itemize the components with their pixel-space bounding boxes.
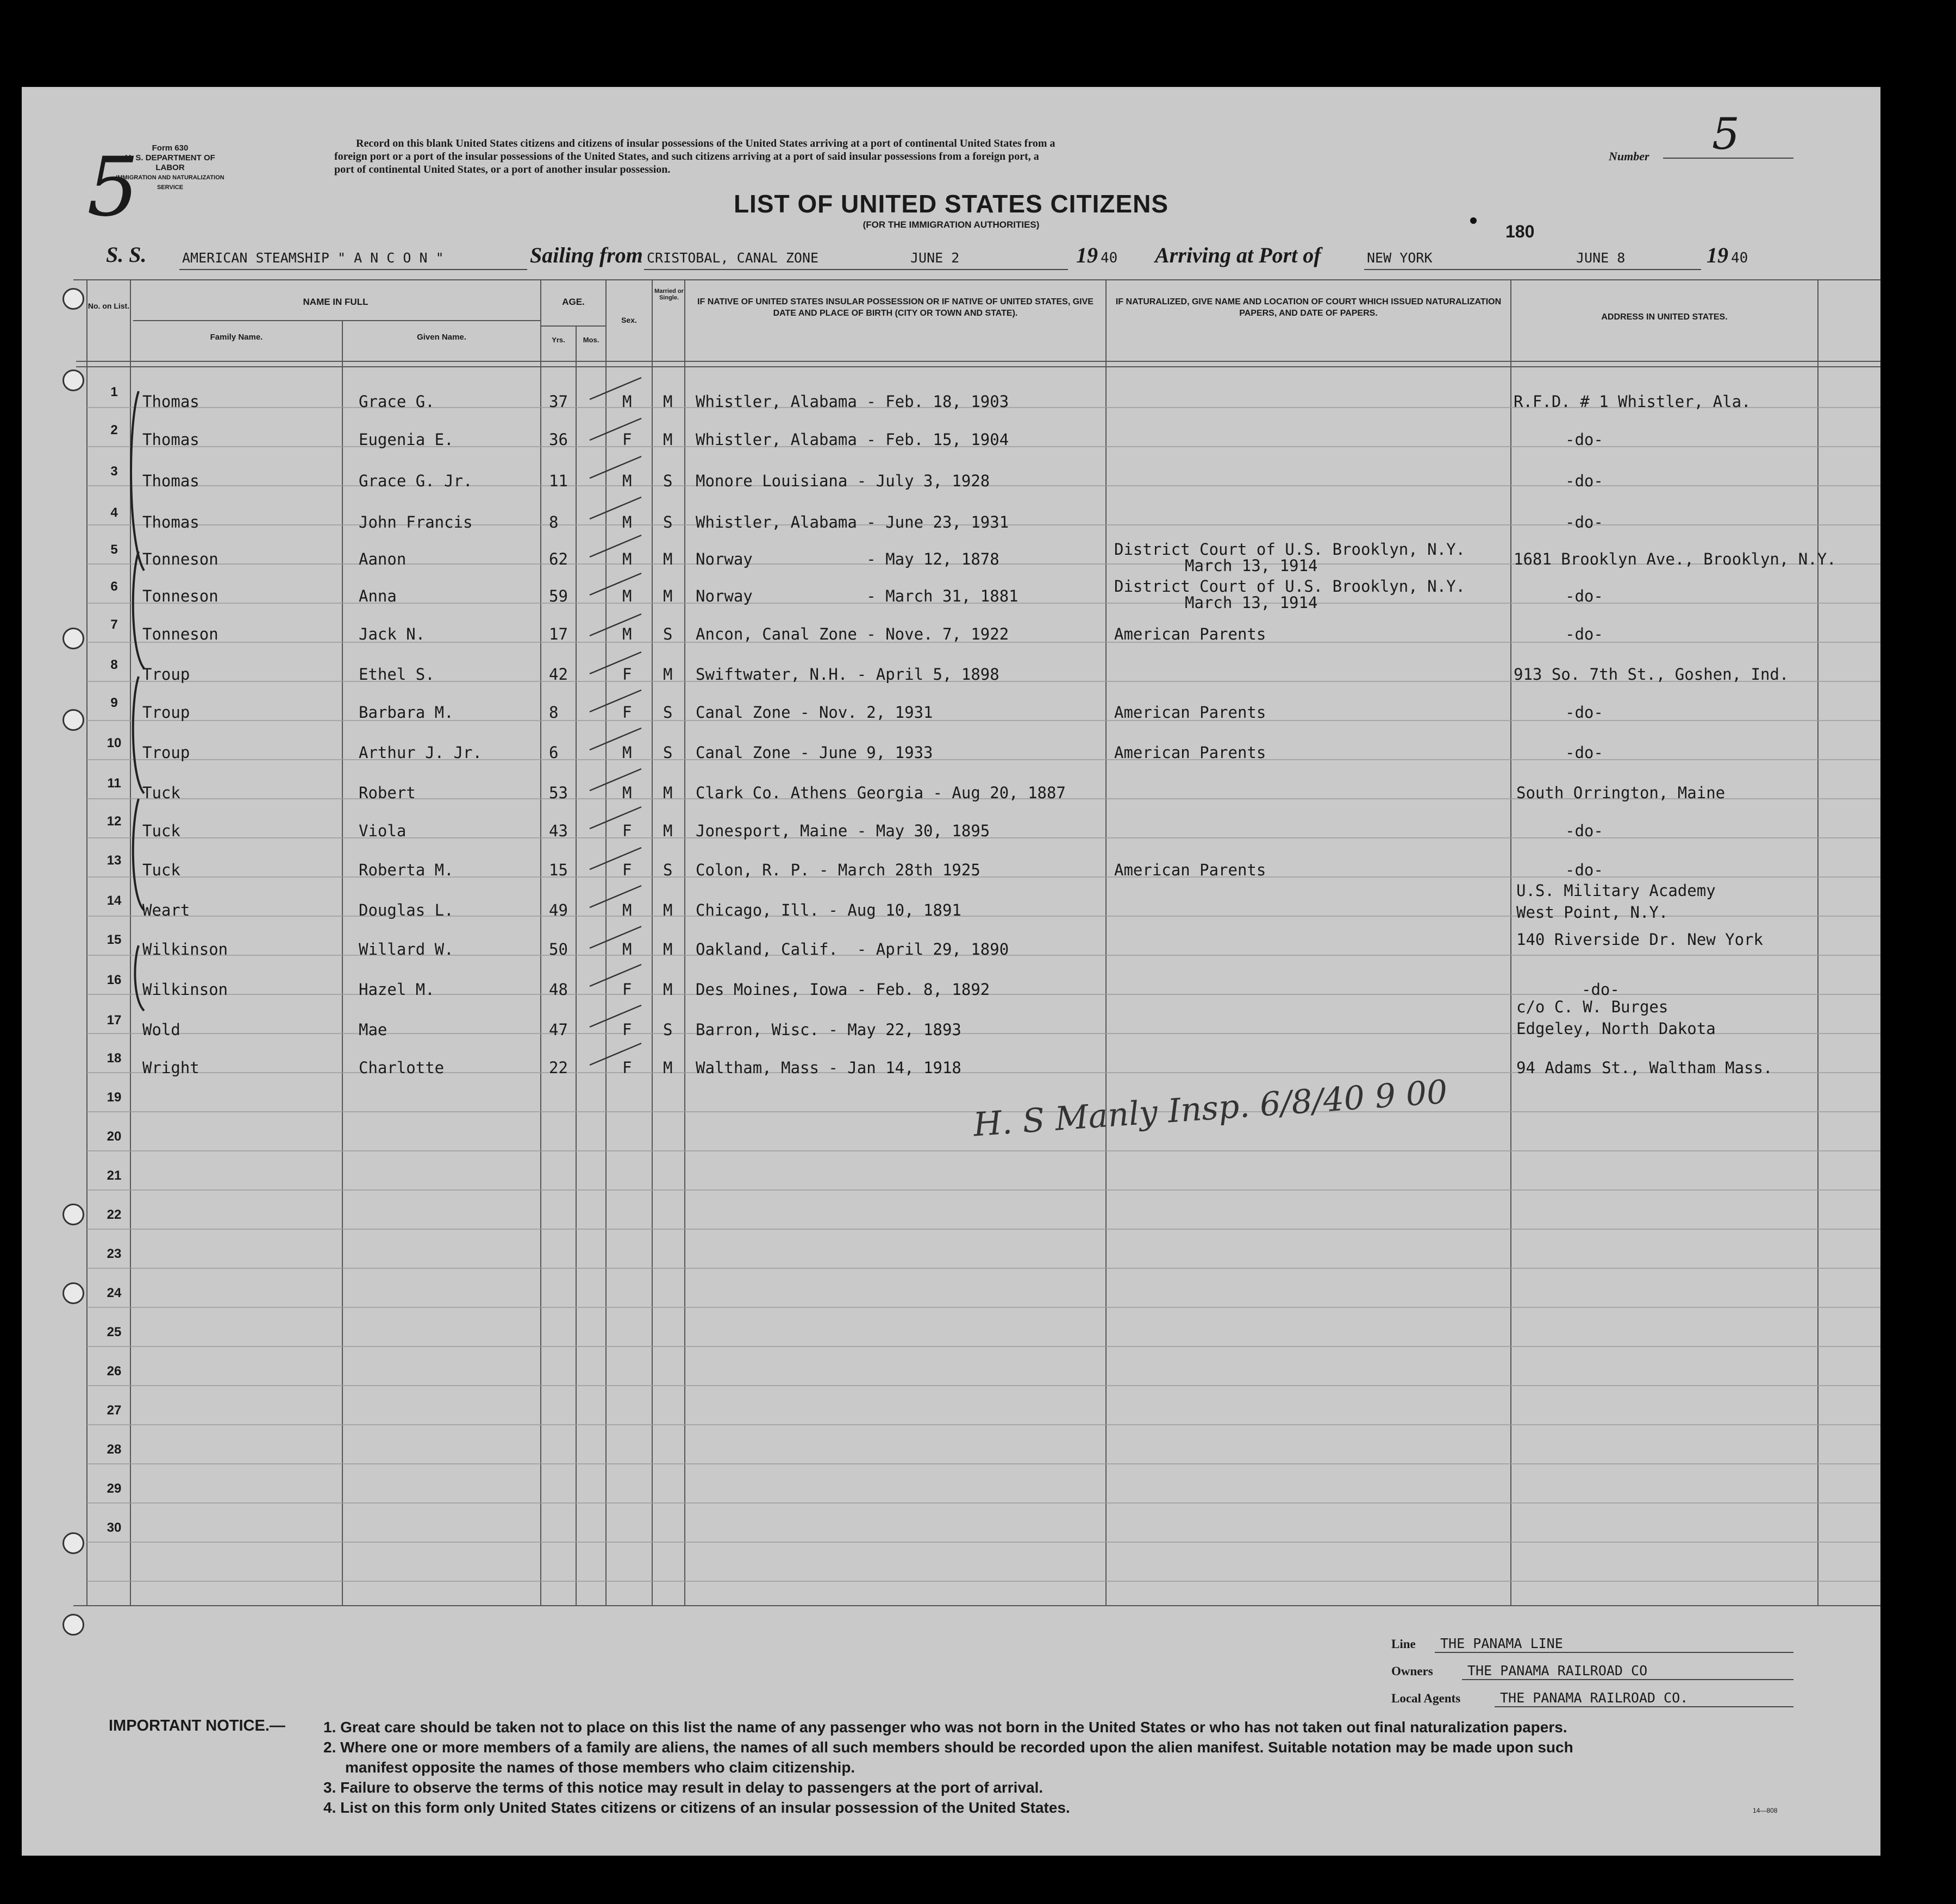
sailing-year: 40 bbox=[1101, 250, 1118, 266]
table-row bbox=[22, 536, 1848, 575]
family-name: Tonneson bbox=[142, 625, 218, 643]
line-value: THE PANAMA LINE bbox=[1440, 1636, 1563, 1651]
naturalization-court: American Parents bbox=[1114, 625, 1266, 643]
sex: M bbox=[622, 901, 632, 919]
age-years: 43 bbox=[549, 822, 568, 840]
given-name: Anna bbox=[359, 587, 397, 605]
row-number: 5 bbox=[110, 542, 118, 557]
age-years: 15 bbox=[549, 861, 568, 879]
sailing-label: Sailing from bbox=[530, 243, 643, 267]
family-name: Wilkinson bbox=[142, 980, 228, 999]
agents-value: THE PANAMA RAILROAD CO. bbox=[1500, 1690, 1689, 1706]
col-sex: Sex. bbox=[621, 316, 637, 324]
row-number: 6 bbox=[110, 579, 118, 594]
col-name-in-full: NAME IN FULL bbox=[303, 297, 368, 307]
table-row bbox=[22, 847, 1848, 886]
given-name: Aanon bbox=[359, 550, 407, 568]
row-number: 11 bbox=[107, 776, 121, 791]
marital-status: M bbox=[663, 587, 673, 605]
naturalization-court: American Parents bbox=[1114, 861, 1266, 879]
page-title: LIST OF UNITED STATES CITIZENS bbox=[733, 190, 1169, 218]
family-name: Wright bbox=[142, 1059, 199, 1077]
col-address: ADDRESS IN UNITED STATES. bbox=[1601, 312, 1728, 322]
row-number: 20 bbox=[107, 1129, 122, 1144]
age-years: 6 bbox=[549, 743, 559, 762]
table-row bbox=[22, 416, 1848, 455]
marital-status: M bbox=[663, 980, 673, 999]
address: 913 So. 7th St., Goshen, Ind. bbox=[1514, 665, 1789, 684]
table-row bbox=[22, 458, 1848, 497]
punch-hole bbox=[63, 1204, 84, 1225]
address: -do- bbox=[1582, 980, 1620, 999]
sex: F bbox=[622, 430, 632, 449]
row-number: 4 bbox=[110, 505, 118, 520]
row-number: 16 bbox=[107, 973, 122, 987]
sex: F bbox=[622, 861, 632, 879]
marital-status: S bbox=[663, 861, 673, 879]
col-mos: Mos. bbox=[583, 336, 599, 344]
marital-status: S bbox=[663, 513, 673, 531]
address: 140 Riverside Dr. New York bbox=[1516, 930, 1763, 949]
table-row bbox=[22, 689, 1848, 728]
row-number: 24 bbox=[107, 1286, 122, 1300]
address: -do- bbox=[1565, 587, 1603, 605]
record-instruction-line-2: foreign port or a port of the insular possessions of the United States, and such citizens arriving at a port of said insular possessions from a foreign port, a bbox=[334, 151, 1039, 162]
col-birth-place: IF NATIVE OF UNITED STATES INSULAR POSSESSION OR IF NATIVE OF UNITED STATES, GIVE DATE AND PLACE OF BIRTH (CITY OR TOWN AND STATE). bbox=[697, 297, 1093, 318]
family-name: Troup bbox=[142, 665, 190, 684]
given-name: Arthur J. Jr. bbox=[359, 743, 482, 762]
age-years: 53 bbox=[549, 784, 568, 802]
stamp-number: 180 bbox=[1505, 222, 1535, 241]
punch-hole bbox=[63, 1282, 84, 1304]
age-years: 8 bbox=[549, 703, 559, 722]
inspector-signature: H. S Manly Insp. 6/8/40 9 00 bbox=[972, 1073, 1449, 1144]
punch-hole bbox=[63, 709, 84, 731]
notice-item-1: 1. Great care should be taken not to place on this list the name of any passenger who was not born in the United States or who has not taken out final naturalization papers. bbox=[323, 1719, 1567, 1736]
marital-status: M bbox=[663, 392, 673, 411]
col-given-name: Given Name. bbox=[417, 333, 466, 342]
row-number: 19 bbox=[107, 1090, 122, 1105]
page-mark: 5 bbox=[87, 140, 139, 235]
address-line-2: West Point, N.Y. bbox=[1516, 903, 1668, 922]
sex: M bbox=[622, 625, 632, 643]
notice-heading: IMPORTANT NOTICE.— bbox=[109, 1717, 285, 1734]
row-number: 22 bbox=[107, 1207, 122, 1222]
family-name: Wilkinson bbox=[142, 940, 228, 959]
address: -do- bbox=[1565, 472, 1603, 490]
punch-hole bbox=[63, 288, 84, 310]
birth-place-date: Canal Zone - Nov. 2, 1931 bbox=[696, 703, 933, 722]
row-number: 15 bbox=[107, 932, 122, 947]
ss-label: S. S. bbox=[106, 242, 147, 267]
birth-place-date: Norway - May 12, 1878 bbox=[696, 550, 999, 568]
row-number: 10 bbox=[107, 736, 122, 750]
birth-place-date: Canal Zone - June 9, 1933 bbox=[696, 743, 933, 762]
row-number: 12 bbox=[107, 814, 122, 829]
given-name: Grace G. Jr. bbox=[359, 472, 473, 490]
birth-place-date: Jonesport, Maine - May 30, 1895 bbox=[696, 822, 990, 840]
given-name: Robert bbox=[359, 784, 416, 802]
record-instruction-line-1: Record on this blank United States citizens and citizens of insular possessions of the United States arriving at a port of continental United States from a bbox=[356, 137, 1055, 149]
family-name: Troup bbox=[142, 703, 190, 722]
sex: F bbox=[622, 665, 632, 684]
table-row bbox=[22, 1044, 1848, 1083]
family-name: Troup bbox=[142, 743, 190, 762]
family-name: Thomas bbox=[142, 430, 199, 449]
table-row bbox=[22, 611, 1848, 650]
row-number: 8 bbox=[110, 657, 118, 672]
table-row bbox=[22, 499, 1848, 538]
address: 94 Adams St., Waltham Mass. bbox=[1516, 1059, 1773, 1077]
address: -do- bbox=[1565, 743, 1603, 762]
table-row bbox=[22, 807, 1848, 847]
notice-item-2-cont: manifest opposite the names of those members who claim citizenship. bbox=[345, 1759, 855, 1776]
given-name: Douglas L. bbox=[359, 901, 454, 919]
ship-name: AMERICAN STEAMSHIP " A N C O N " bbox=[182, 250, 444, 266]
naturalization-court: District Court of U.S. Brooklyn, N.Y. bbox=[1114, 540, 1466, 559]
marital-status: S bbox=[663, 472, 673, 490]
given-name: Roberta M. bbox=[359, 861, 454, 879]
arrival-year-prefix: 19 bbox=[1707, 243, 1728, 267]
row-number: 30 bbox=[107, 1520, 122, 1535]
age-years: 50 bbox=[549, 940, 568, 959]
row-number: 2 bbox=[110, 423, 118, 437]
marital-status: M bbox=[663, 430, 673, 449]
age-years: 49 bbox=[549, 901, 568, 919]
table-row bbox=[22, 769, 1848, 809]
family-name: Thomas bbox=[142, 472, 199, 490]
given-name: Grace G. bbox=[359, 392, 435, 411]
sex: M bbox=[622, 392, 632, 411]
age-years: 36 bbox=[549, 430, 568, 449]
sex: M bbox=[622, 784, 632, 802]
birth-place-date: Whistler, Alabama - Feb. 15, 1904 bbox=[696, 430, 1009, 449]
sex: M bbox=[622, 513, 632, 531]
sailing-port: CRISTOBAL, CANAL ZONE bbox=[647, 250, 819, 266]
address: -do- bbox=[1565, 430, 1603, 449]
table-row bbox=[22, 881, 1848, 926]
birth-place-date: Monore Louisiana - July 3, 1928 bbox=[696, 472, 990, 490]
age-years: 62 bbox=[549, 550, 568, 568]
family-name: Weart bbox=[142, 901, 190, 919]
family-name: Tonneson bbox=[142, 587, 218, 605]
birth-place-date: Chicago, Ill. - Aug 10, 1891 bbox=[696, 901, 961, 919]
age-years: 17 bbox=[549, 625, 568, 643]
address: -do- bbox=[1565, 625, 1603, 643]
family-name: Thomas bbox=[142, 392, 199, 411]
table-row bbox=[22, 573, 1848, 612]
notice-items bbox=[323, 1717, 1851, 1818]
manifest-page bbox=[22, 87, 1880, 1856]
age-years: 59 bbox=[549, 587, 568, 605]
sex: F bbox=[622, 980, 632, 999]
address: -do- bbox=[1565, 822, 1603, 840]
age-years: 8 bbox=[549, 513, 559, 531]
naturalization-court: American Parents bbox=[1114, 743, 1266, 762]
notice-item-4: 4. List on this form only United States citizens or citizens of an insular possession of the United States. bbox=[323, 1799, 1070, 1816]
marital-status: S bbox=[663, 1020, 673, 1039]
age-years: 47 bbox=[549, 1020, 568, 1039]
form-number: Form 630 bbox=[152, 143, 189, 153]
row-number: 21 bbox=[107, 1168, 122, 1183]
sex: M bbox=[622, 743, 632, 762]
agents-label: Local Agents bbox=[1391, 1692, 1461, 1705]
marital-status: M bbox=[663, 550, 673, 568]
given-name: John Francis bbox=[359, 513, 473, 531]
department-label: U. S. DEPARTMENT OF LABOR bbox=[125, 153, 215, 172]
sex: F bbox=[622, 1059, 632, 1077]
row-number: 14 bbox=[107, 893, 122, 908]
agents-underline bbox=[1495, 1706, 1793, 1707]
family-name: Tuck bbox=[142, 822, 180, 840]
record-instruction-line-3: port of continental United States, or a port of another insular possession. bbox=[334, 164, 671, 176]
birth-place-date: Clark Co. Athens Georgia - Aug 20, 1887 bbox=[696, 784, 1066, 802]
sex: M bbox=[622, 940, 632, 959]
birth-place-date: Ancon, Canal Zone - Nove. 7, 1922 bbox=[696, 625, 1009, 643]
notice-item-3: 3. Failure to observe the terms of this notice may result in delay to passengers at the port of arrival. bbox=[323, 1779, 1043, 1796]
row-number: 17 bbox=[107, 1013, 122, 1028]
col-age: AGE. bbox=[562, 297, 585, 307]
age-years: 37 bbox=[549, 392, 568, 411]
marital-status: S bbox=[663, 703, 673, 722]
family-name: Wold bbox=[142, 1020, 180, 1039]
marital-status: M bbox=[663, 665, 673, 684]
notice-item-2: 2. Where one or more members of a family are aliens, the names of all such members should be recorded upon the alien manifest. Suitable notation may be made upon such bbox=[323, 1739, 1573, 1756]
birth-place-date: Whistler, Alabama - June 23, 1931 bbox=[696, 513, 1009, 531]
row-number: 29 bbox=[107, 1481, 122, 1496]
col-married-or-single: Married or Single. bbox=[654, 288, 684, 301]
family-name: Tuck bbox=[142, 861, 180, 879]
line-label: Line bbox=[1391, 1637, 1416, 1651]
row-number: 7 bbox=[110, 617, 118, 632]
address: -do- bbox=[1565, 703, 1603, 722]
family-name: Tuck bbox=[142, 784, 180, 802]
owners-value: THE PANAMA RAILROAD CO bbox=[1467, 1663, 1648, 1678]
given-name: Barbara M. bbox=[359, 703, 454, 722]
birth-place-date: Swiftwater, N.H. - April 5, 1898 bbox=[696, 665, 999, 684]
given-name: Hazel M. bbox=[359, 980, 435, 999]
col-no-on-list: No. on List. bbox=[88, 302, 130, 310]
row-number: 13 bbox=[107, 853, 122, 868]
row-number: 9 bbox=[110, 696, 118, 710]
family-name: Tonneson bbox=[142, 550, 218, 568]
naturalization-date: March 13, 1914 bbox=[1185, 593, 1318, 612]
naturalization-court: American Parents bbox=[1114, 703, 1266, 722]
family-name: Thomas bbox=[142, 513, 199, 531]
sex: F bbox=[622, 703, 632, 722]
row-number: 23 bbox=[107, 1247, 122, 1261]
table-row bbox=[22, 729, 1848, 768]
address-line-2: Edgeley, North Dakota bbox=[1516, 1019, 1716, 1038]
age-years: 22 bbox=[549, 1059, 568, 1077]
number-label: Number bbox=[1609, 149, 1649, 163]
owners-label: Owners bbox=[1391, 1664, 1433, 1678]
birth-place-date: Waltham, Mass - Jan 14, 1918 bbox=[696, 1059, 961, 1077]
marital-status: M bbox=[663, 940, 673, 959]
age-years: 11 bbox=[549, 472, 568, 490]
address: R.F.D. # 1 Whistler, Ala. bbox=[1514, 392, 1751, 411]
birth-place-date: Norway - March 31, 1881 bbox=[696, 587, 1018, 605]
table-row bbox=[22, 998, 1848, 1045]
punch-hole bbox=[63, 369, 84, 391]
marital-status: S bbox=[663, 625, 673, 643]
sailing-year-prefix: 19 bbox=[1076, 243, 1098, 267]
table-row bbox=[22, 378, 1848, 417]
birth-place-date: Des Moines, Iowa - Feb. 8, 1892 bbox=[696, 980, 990, 999]
birth-place-date: Colon, R. P. - March 28th 1925 bbox=[696, 861, 980, 879]
given-name: Viola bbox=[359, 822, 407, 840]
address: -do- bbox=[1565, 513, 1603, 531]
row-number: 25 bbox=[107, 1325, 122, 1339]
row-number: 26 bbox=[107, 1364, 122, 1379]
row-number: 27 bbox=[107, 1403, 122, 1418]
line-underline bbox=[1435, 1652, 1793, 1653]
col-naturalized: IF NATURALIZED, GIVE NAME AND LOCATION OF COURT WHICH ISSUED NATURALIZATION PAPERS, AND DATE OF PAPERS. bbox=[1115, 297, 1502, 318]
given-name: Willard W. bbox=[359, 940, 454, 959]
naturalization-court: District Court of U.S. Brooklyn, N.Y. bbox=[1114, 577, 1466, 596]
punch-hole bbox=[63, 628, 84, 649]
arrival-date: JUNE 8 bbox=[1576, 250, 1626, 266]
form-code: 14—808 bbox=[1753, 1807, 1778, 1814]
address: -do- bbox=[1565, 861, 1603, 879]
birth-place-date: Oakland, Calif. - April 29, 1890 bbox=[696, 940, 1009, 959]
address: c/o C. W. Burges bbox=[1516, 998, 1668, 1016]
age-years: 48 bbox=[549, 980, 568, 999]
marital-status: M bbox=[663, 901, 673, 919]
col-yrs: Yrs. bbox=[552, 336, 565, 344]
punch-hole bbox=[63, 1614, 84, 1636]
given-name: Eugenia E. bbox=[359, 430, 454, 449]
marital-status: M bbox=[663, 1059, 673, 1077]
row-number: 1 bbox=[110, 385, 118, 399]
table-row bbox=[22, 651, 1848, 690]
arriving-label: Arriving at Port of bbox=[1155, 243, 1321, 267]
address: U.S. Military Academy bbox=[1516, 881, 1716, 900]
sex: M bbox=[622, 472, 632, 490]
sex: M bbox=[622, 587, 632, 605]
sex: M bbox=[622, 550, 632, 568]
given-name: Ethel S. bbox=[359, 665, 435, 684]
number-value: 5 bbox=[1712, 109, 1740, 159]
given-name: Charlotte bbox=[359, 1059, 445, 1077]
sex: F bbox=[622, 822, 632, 840]
punch-hole bbox=[63, 1532, 84, 1554]
arrival-port: NEW YORK bbox=[1367, 250, 1433, 266]
birth-place-date: Whistler, Alabama - Feb. 18, 1903 bbox=[696, 392, 1009, 411]
address: 1681 Brooklyn Ave., Brooklyn, N.Y. bbox=[1514, 550, 1836, 568]
row-number: 18 bbox=[107, 1051, 122, 1066]
arrival-year: 40 bbox=[1731, 250, 1748, 266]
naturalization-date: March 13, 1914 bbox=[1185, 556, 1318, 575]
page-subtitle: (FOR THE IMMIGRATION AUTHORITIES) bbox=[863, 220, 1040, 230]
marital-status: S bbox=[663, 743, 673, 762]
marital-status: M bbox=[663, 784, 673, 802]
row-number: 3 bbox=[110, 464, 118, 479]
owners-underline bbox=[1462, 1679, 1793, 1680]
table-row bbox=[22, 926, 1848, 965]
birth-place-date: Barron, Wisc. - May 22, 1893 bbox=[696, 1020, 961, 1039]
service-label: IMMIGRATION AND NATURALIZATION SERVICE bbox=[116, 174, 224, 191]
sailing-date: JUNE 2 bbox=[910, 250, 960, 266]
marital-status: M bbox=[663, 822, 673, 840]
given-name: Mae bbox=[359, 1020, 388, 1039]
sex: F bbox=[622, 1020, 632, 1039]
row-number: 28 bbox=[107, 1442, 122, 1457]
address: South Orrington, Maine bbox=[1516, 784, 1726, 802]
age-years: 42 bbox=[549, 665, 568, 684]
given-name: Jack N. bbox=[359, 625, 426, 643]
col-family-name: Family Name. bbox=[210, 333, 263, 342]
